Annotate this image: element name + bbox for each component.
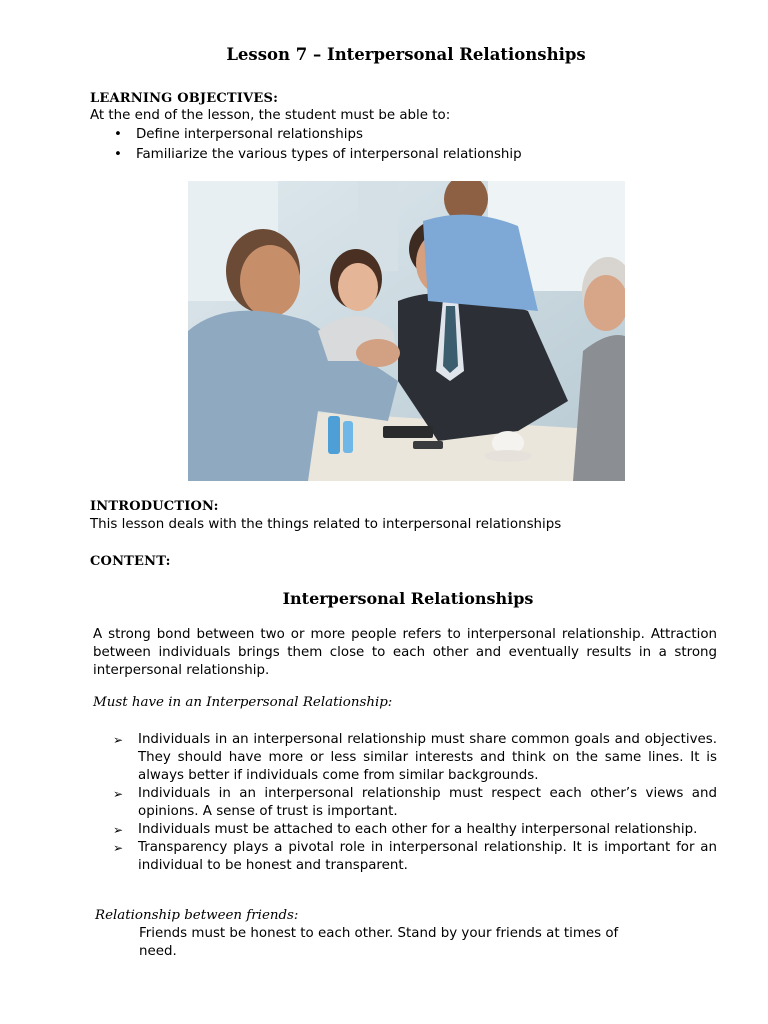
- objective-item: • Define interpersonal relationships: [110, 125, 522, 145]
- friends-text: Friends must be honest to each other. Stand by your friends at times of need.: [139, 926, 619, 959]
- arrow-bullet-icon: ➢: [113, 787, 124, 801]
- bullet-icon: •: [114, 147, 122, 162]
- must-have-list: [113, 731, 717, 875]
- must-have-item: ➢ Individuals in an interpersonal relationship must respect each other’s views and opinions. A sense of trust is important.: [113, 786, 717, 819]
- must-have-label: Must have in an Interpersonal Relationship:: [93, 695, 393, 710]
- must-have-item: ➢ Individuals in an interpersonal relationship must share common goals and objectives. They should have more or less similar interests and think on the same lines. It is always better if individuals come from similar backgrounds.: [113, 732, 717, 783]
- arrow-bullet-icon: ➢: [113, 733, 124, 747]
- introduction-text: This lesson deals with the things related to interpersonal relationships: [90, 517, 562, 532]
- objectives-intro: At the end of the lesson, the student must be able to:: [90, 108, 451, 123]
- objectives-list: [110, 125, 522, 165]
- must-have-item: ➢ Transparency plays a pivotal role in interpersonal relationship. It is important for an individual to be honest and transparent.: [113, 840, 717, 873]
- arrow-bullet-icon: ➢: [113, 823, 124, 837]
- content-subtitle: Interpersonal Relationships: [282, 589, 534, 608]
- objective-item: • Familiarize the various types of interpersonal relationship: [110, 145, 522, 165]
- introduction-heading: INTRODUCTION:: [90, 499, 219, 514]
- friends-label: Relationship between friends:: [95, 908, 299, 923]
- content-heading: CONTENT:: [90, 554, 171, 569]
- business-handshake-photo: [188, 181, 625, 481]
- must-have-item: ➢ Individuals must be attached to each other for a healthy interpersonal relationship.: [113, 822, 698, 837]
- objectives-heading: LEARNING OBJECTIVES:: [90, 91, 279, 106]
- lesson-title: Lesson 7 – Interpersonal Relationships: [226, 45, 586, 64]
- bullet-icon: •: [114, 127, 122, 142]
- arrow-bullet-icon: ➢: [113, 841, 124, 855]
- content-paragraph: A strong bond between two or more people refers to interpersonal relationship. Attraction between individuals brings them close to each other and eventually results in a strong interpersonal relationship.: [93, 627, 717, 678]
